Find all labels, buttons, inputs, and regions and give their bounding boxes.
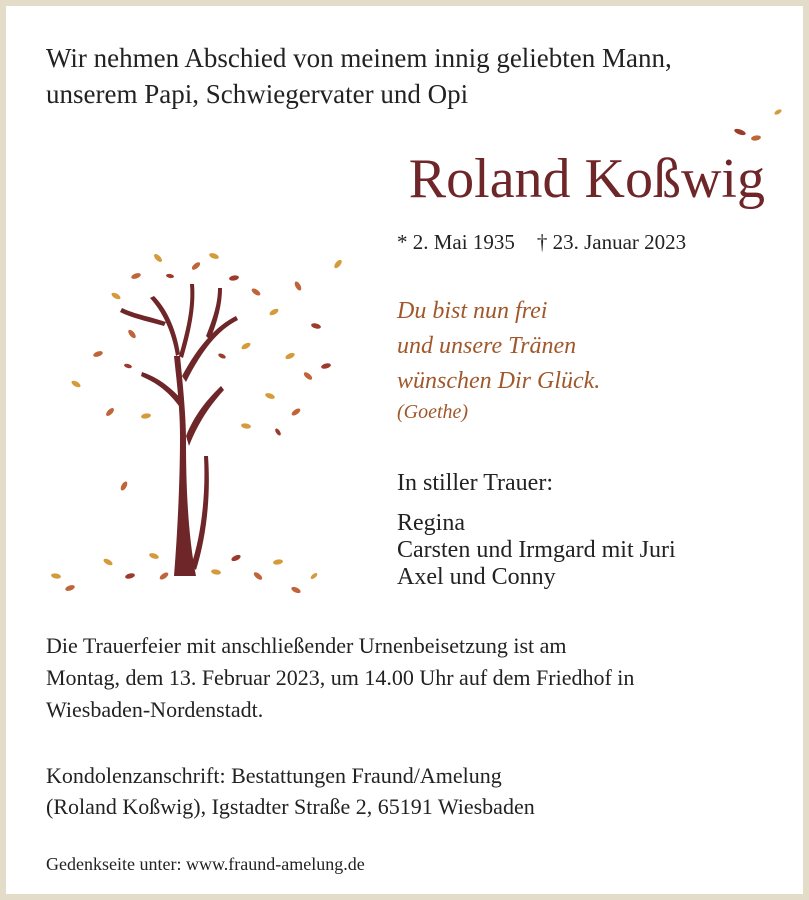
ceremony-line: Montag, dem 13. Februar 2023, um 14.00 Uhr auf dem Friedhof in	[46, 665, 635, 690]
mourner-name: Carsten und Irmgard mit Juri	[397, 537, 676, 563]
mourners-list	[397, 510, 676, 591]
mourner-name: Regina	[397, 510, 465, 536]
falling-leaves-icon	[722, 106, 786, 146]
intro-line: Wir nehmen Abschied von meinem innig geliebten Mann,	[46, 43, 672, 73]
obituary-card	[6, 6, 803, 894]
mourner-name: Axel und Conny	[397, 564, 556, 590]
intro-line: unserem Papi, Schwiegervater und Opi	[46, 79, 469, 109]
intro-text	[46, 40, 786, 112]
ceremony-line: Wiesbaden-Nordenstadt.	[46, 697, 264, 722]
life-dates	[397, 230, 686, 255]
quote-line: und unsere Tränen	[397, 333, 577, 359]
quote-author: (Goethe)	[397, 401, 469, 423]
condolence-address	[46, 760, 786, 822]
quote	[397, 294, 600, 425]
condolence-line: (Roland Koßwig), Igstadter Straße 2, 65191 Wiesbaden	[46, 794, 535, 819]
deceased-name: Roland Koßwig	[408, 148, 765, 210]
ceremony-line: Die Trauerfeier mit anschließender Urnenbeisetzung ist am	[46, 633, 567, 658]
quote-line: wünschen Dir Glück.	[397, 368, 601, 394]
quote-line: Du bist nun frei	[397, 298, 548, 324]
condolence-line: Kondolenzanschrift: Bestattungen Fraund/Amelung	[46, 763, 502, 788]
birth-date: * 2. Mai 1935	[397, 230, 515, 254]
mourning-heading: In stiller Trauer:	[397, 470, 553, 496]
autumn-tree-icon	[46, 236, 346, 606]
memorial-page-link[interactable]: Gedenkseite unter: www.fraund-amelung.de	[46, 854, 365, 874]
ceremony-info	[46, 630, 786, 726]
death-date: † 23. Januar 2023	[536, 230, 687, 254]
